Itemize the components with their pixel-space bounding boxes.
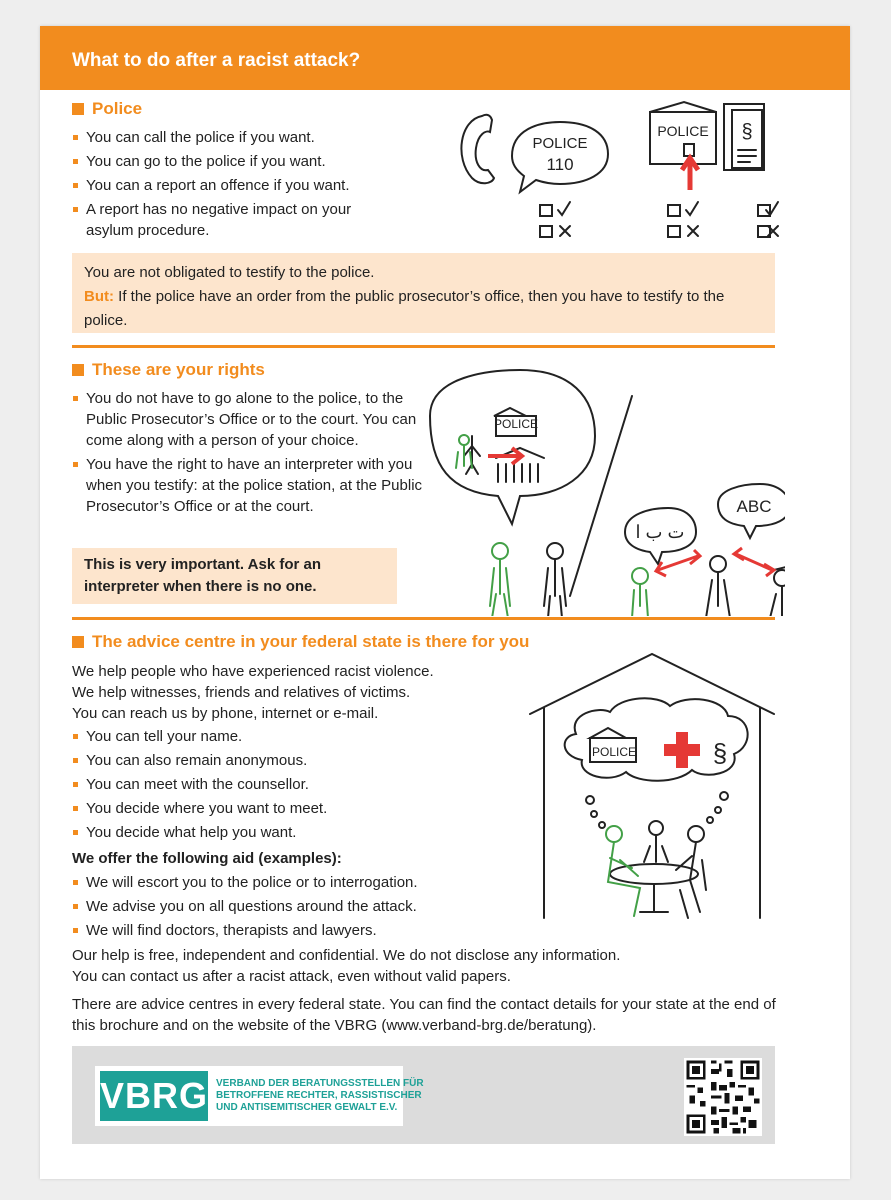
arabic-speech-text: ت ب ا <box>635 522 685 542</box>
square-bullet-icon <box>72 636 84 648</box>
list-item: You can also remain anonymous. <box>72 750 532 771</box>
aid-list <box>72 872 552 944</box>
advice-centres-text: There are advice centres in every federal state. You can find the contact details for your state at the end of this brochure and on the website of the VBRG (www.verband-brg.de/beratung). <box>72 996 776 1034</box>
aid-heading: We offer the following aid (examples): <box>72 850 342 867</box>
arrow-right-icon <box>488 448 522 464</box>
list-item: You can go to the police if you want. <box>72 151 402 172</box>
rights-illustration <box>400 356 785 616</box>
list-item: We will find doctors, therapists and lawyers. <box>72 920 552 941</box>
arrow-up-icon <box>682 158 698 190</box>
page-title: What to do after a racist attack? <box>72 50 361 71</box>
list-item: A report has no negative impact on your asylum procedure. <box>72 199 402 241</box>
vbrg-logo <box>95 1066 424 1126</box>
police-number-text: 110 <box>546 155 574 174</box>
advice-centre-illustration <box>528 650 778 920</box>
latin-speech-text: ABC <box>736 497 772 516</box>
footer-bar <box>72 1046 775 1144</box>
list-item: You can a report an offence if you want. <box>72 175 402 196</box>
list-item: You do not have to go alone to the police, to the Public Prosecutor’s Office or to the court. You can come along with a person of your choice. <box>72 388 432 451</box>
section-divider <box>72 617 775 620</box>
police-section-title: Police <box>72 99 142 119</box>
qr-code-icon <box>684 1058 762 1136</box>
station-sign-text: POLICE <box>657 123 709 139</box>
police-note: You are not obligated to testify to the police. But: If the police have an order from the public prosecutor’s office, then you have to testify to the police. <box>72 253 775 333</box>
paragraph-symbol: § <box>741 121 753 143</box>
list-item: You have the right to have an interpreter with you when you testify: at the police station, at the Public Prosecutor’s Office or at the court. <box>72 454 432 517</box>
list-item: We will escort you to the police or to interrogation. <box>72 872 552 893</box>
double-arrow-icon <box>734 548 774 576</box>
list-item: You can meet with the counsellor. <box>72 774 532 795</box>
logo-text: VERBAND DER BERATUNGSSTELLEN FÜR BETROFFENE RECHTER, RASSISTISCHER UND ANTISEMITISCHER GEWALT E.V. <box>216 1078 424 1113</box>
police-options-illustration <box>450 98 785 248</box>
interpreter-note: This is very important. Ask for an interpreter when there is no one. <box>72 548 397 604</box>
station-sign-text: POLICE <box>591 745 637 759</box>
list-item: You can call the police if you want. <box>72 127 402 148</box>
list-item: We advise you on all questions around the attack. <box>72 896 552 917</box>
double-arrow-icon <box>656 550 700 576</box>
list-item: You decide what help you want. <box>72 822 532 843</box>
but-label: But: <box>84 288 114 305</box>
paragraph-symbol: § <box>712 738 728 768</box>
square-bullet-icon <box>72 364 84 376</box>
rights-section-title: These are your rights <box>72 360 265 380</box>
red-cross-icon <box>664 732 700 768</box>
list-item: You can tell your name. <box>72 726 532 747</box>
station-sign-text: POLICE <box>493 417 539 431</box>
advice-intro: We help people who have experienced racist violence. We help witnesses, friends and relatives of victims. You can reach us by phone, internet or e-mail. <box>72 663 434 722</box>
police-list <box>72 127 402 244</box>
advice-section-title: The advice centre in your federal state is there for you <box>72 632 529 652</box>
list-item: You decide where you want to meet. <box>72 798 532 819</box>
square-bullet-icon <box>72 103 84 115</box>
section-divider <box>72 345 775 348</box>
page-header <box>40 26 850 90</box>
free-help-text: Our help is free, independent and confidential. We do not disclose any information. You can contact us after a racist attack, even without valid papers. <box>72 947 621 985</box>
police-speech-text: POLICE <box>532 135 588 152</box>
rights-list <box>72 388 432 520</box>
brochure-page <box>40 26 850 1179</box>
logo-mark: VBRG <box>100 1071 208 1121</box>
advice-list <box>72 726 532 846</box>
